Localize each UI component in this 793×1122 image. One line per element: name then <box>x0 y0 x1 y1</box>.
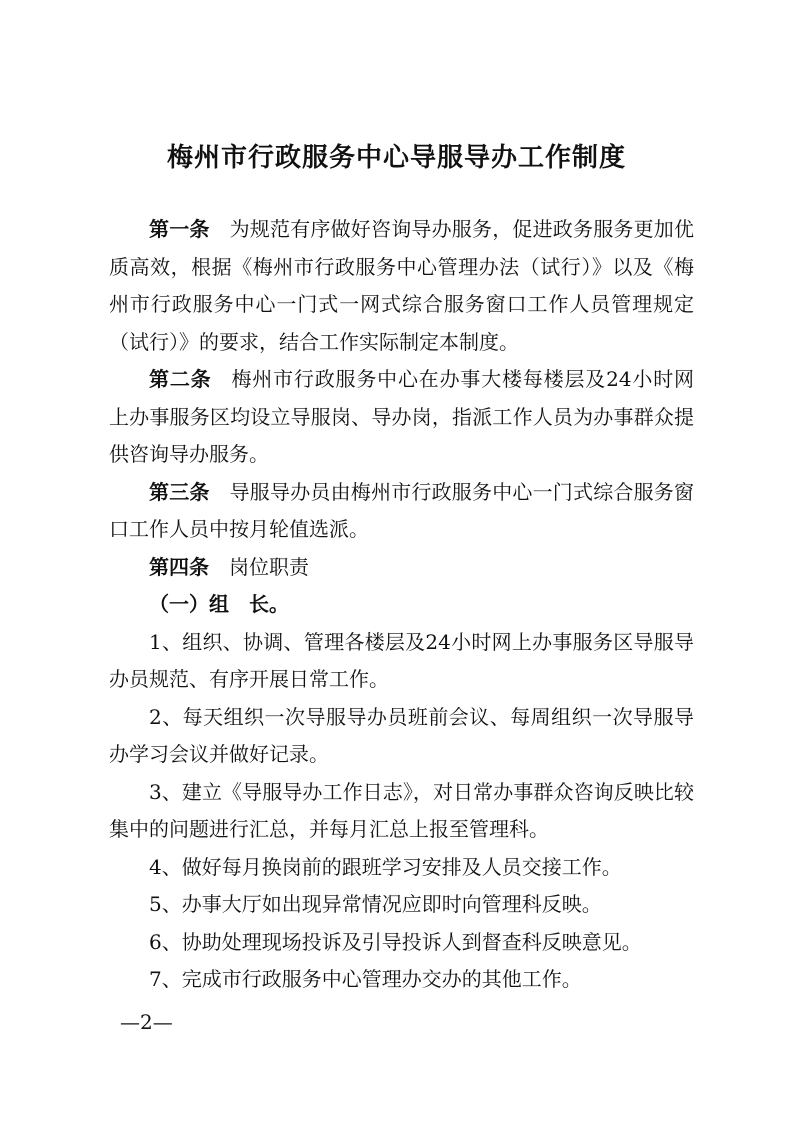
article-2 <box>109 361 694 474</box>
article-number: 第四条 <box>149 554 209 579</box>
article-text: 梅州市行政服务中心在办事大楼每楼层及24小时网上办事服务区均设立导服岗、导办岗，指派工作人员为办事群众提供咨询导办服务。 <box>109 367 695 466</box>
article-text: 导服导办员由梅州市行政服务中心一门式综合服务窗口工作人员中按月轮值选派。 <box>109 479 695 541</box>
article-text: 岗位职责 <box>229 554 309 579</box>
document-body <box>109 211 694 999</box>
list-item: 7、完成市行政服务中心管理办交办的其他工作。 <box>149 967 582 991</box>
list-item: 1、组织、协调、管理各楼层及24小时网上办事服务区导服导办员规范、有序开展日常工作。 <box>109 629 694 691</box>
article-4 <box>109 549 694 587</box>
section-heading: （一）组 长。 <box>149 592 289 616</box>
list-item: 5、办事大厅如出现异常情况应即时向管理科反映。 <box>149 892 602 916</box>
list-item: 3、建立《导服导办工作日志》，对日常办事群众咨询反映比较集中的问题进行汇总，并每月汇总上报至管理科。 <box>109 779 694 841</box>
page-number: —2— <box>120 1010 173 1034</box>
article-number: 第三条 <box>149 479 210 504</box>
article-text: 为规范有序做好咨询导办服务，促进政务服务更加优质高效，根据《梅州市行政服务中心管理办法（试行）》以及《梅州市行政服务中心一门式一网式综合服务窗口工作人员管理规定（试行）》的要求，结合工作实际制定本制度。 <box>109 217 695 354</box>
article-number: 第一条 <box>149 217 210 241</box>
article-number: 第二条 <box>149 367 212 391</box>
article-1 <box>109 211 694 361</box>
list-item: 4、做好每月换岗前的跟班学习安排及人员交接工作。 <box>149 854 622 879</box>
list-item: 2、每天组织一次导服导办员班前会议、每周组织一次导服导办学习会议并做好记录。 <box>109 704 694 766</box>
list-item: 6、协助处理现场投诉及引导投诉人到督查科反映意见。 <box>149 929 642 954</box>
document-title: 梅州市行政服务中心导服导办工作制度 <box>166 143 626 173</box>
article-3 <box>109 474 694 549</box>
